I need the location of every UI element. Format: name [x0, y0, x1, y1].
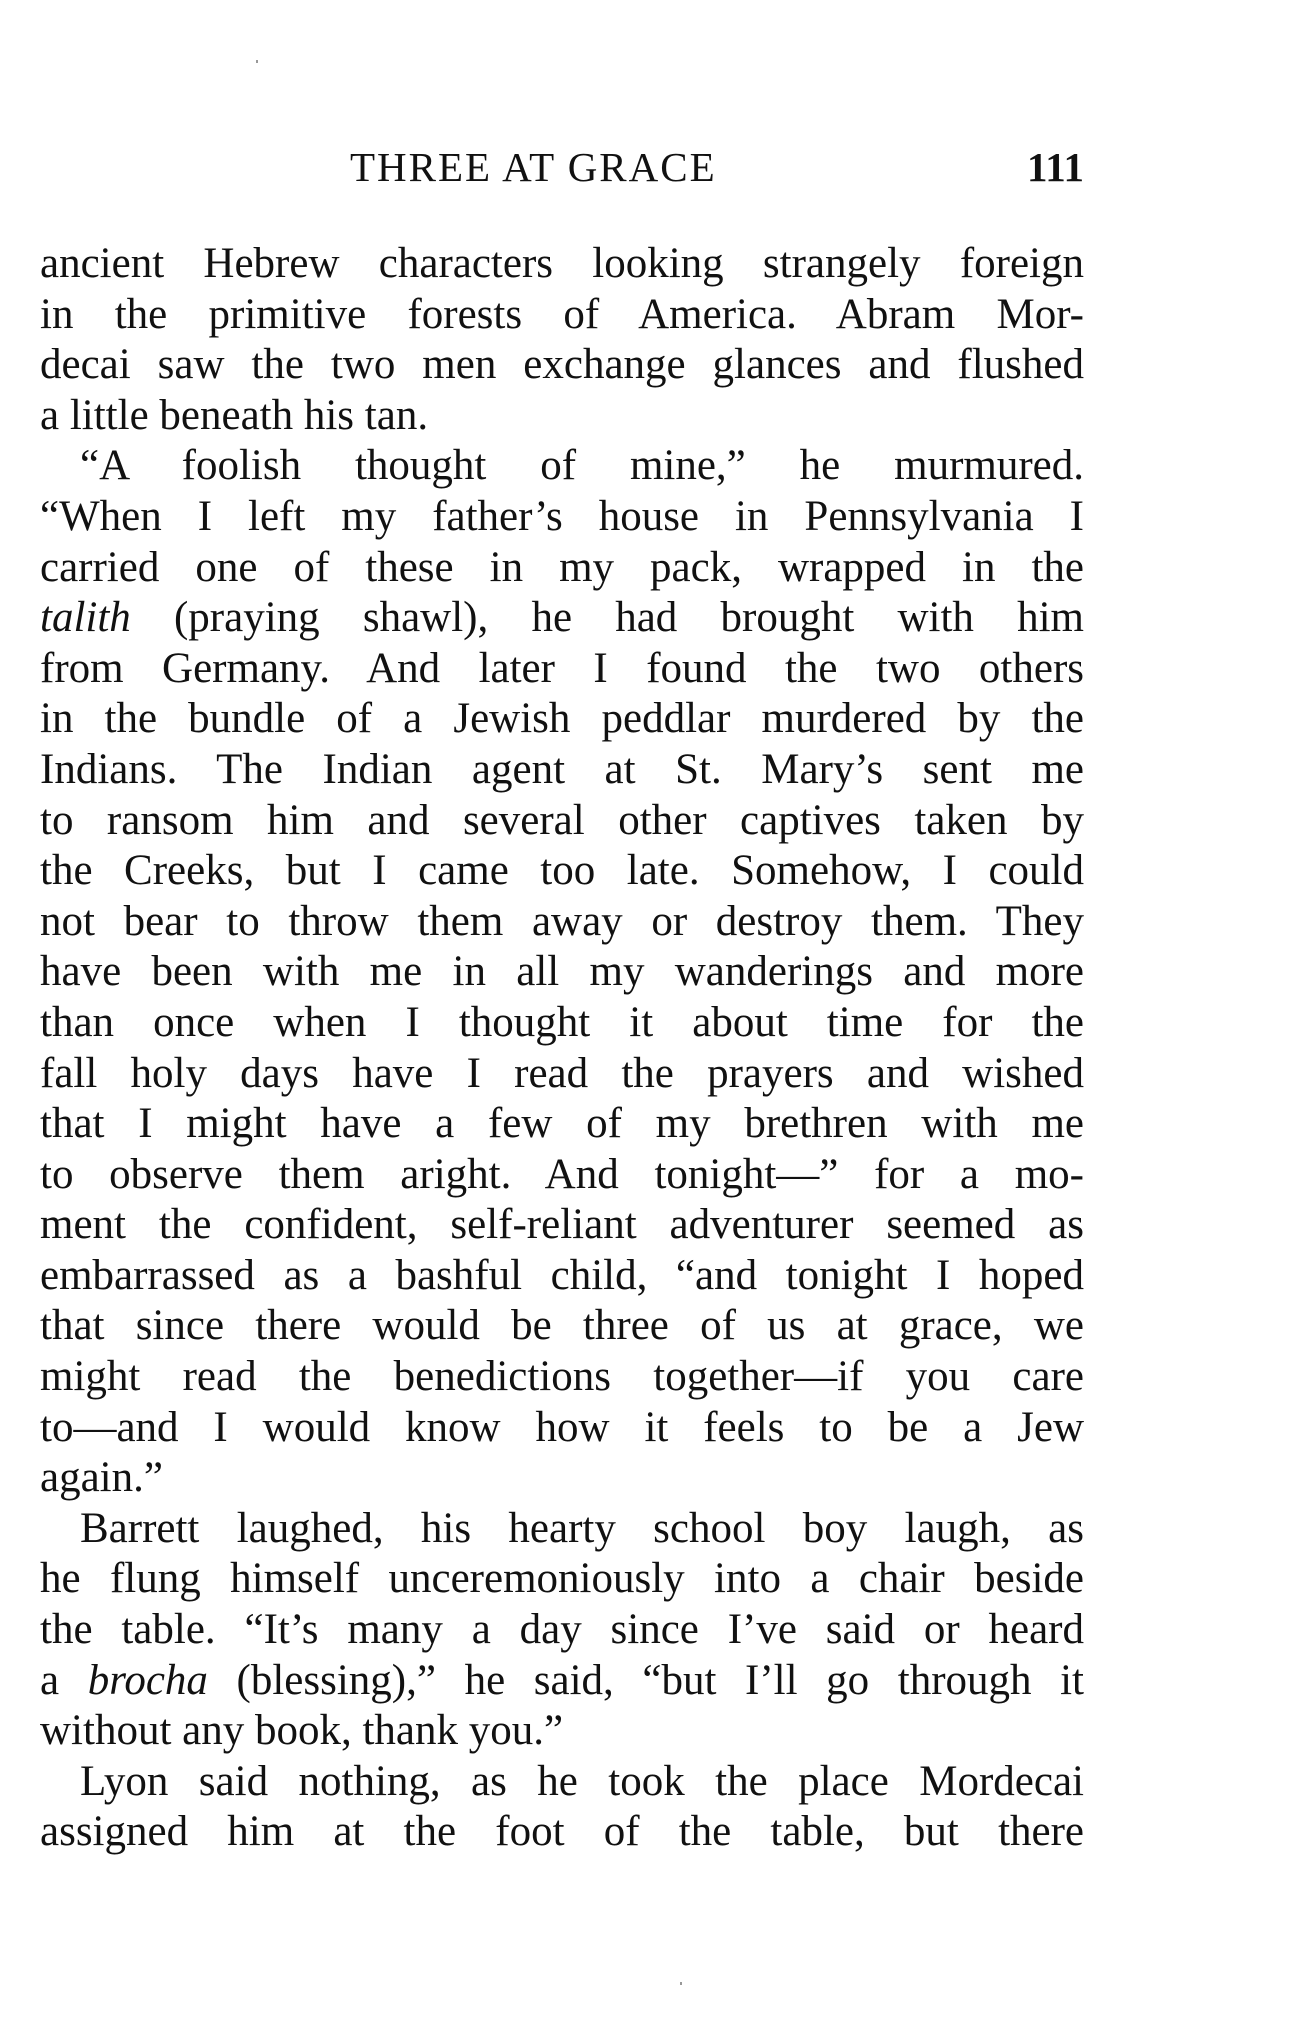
scan-speck [680, 1982, 682, 1985]
text-line: than once when I thought it about time for the [40, 998, 1084, 1046]
text-line: assigned him at the foot of the table, but there [40, 1808, 1084, 1856]
text-line: without any book, thank you.” [40, 1707, 564, 1755]
italic-term: brocha [87, 1656, 208, 1704]
text-line: he flung himself unceremoniously into a chair beside [40, 1555, 1084, 1603]
running-head [40, 142, 1084, 192]
text-line: in the bundle of a Jewish peddlar murdered by the [40, 695, 1084, 743]
text-line: from Germany. And later I found the two others [40, 644, 1084, 692]
text-line: a brocha (blessing),” he said, “but I’ll go through it [40, 1656, 1085, 1704]
text-line: that I might have a few of my brethren with me [40, 1100, 1084, 1148]
text-line: ment the confident, self-reliant adventurer seemed as [40, 1201, 1084, 1249]
text-line: “When I left my father’s house in Pennsylvania I [40, 492, 1084, 540]
text-line: carried one of these in my pack, wrapped in the [40, 543, 1084, 591]
text-line: have been with me in all my wanderings and more [40, 948, 1084, 996]
text-line: to observe them aright. And tonight—” for a mo- [40, 1150, 1084, 1198]
body-text [40, 239, 1084, 1858]
text-line: ancient Hebrew characters looking strangely foreign [40, 240, 1084, 287]
text-line: the table. “It’s many a day since I’ve said or heard [40, 1606, 1084, 1654]
text-line: decai saw the two men exchange glances and flushed [40, 341, 1084, 389]
page-number: 111 [1027, 144, 1084, 190]
italic-term: talith [40, 594, 131, 642]
running-title: THREE AT GRACE [350, 144, 717, 190]
text-line: in the primitive forests of America. Abram Mor- [40, 290, 1084, 338]
text-line: might read the benedictions together—if you care [40, 1353, 1084, 1401]
text-line: again.” [40, 1454, 163, 1502]
text-line: a little beneath his tan. [40, 391, 429, 439]
text-line: the Creeks, but I came too late. Somehow, I could [40, 847, 1084, 895]
text-line: “A foolish thought of mine,” he murmured. [80, 442, 1084, 490]
text-line: Barrett laughed, his hearty school boy laugh, as [80, 1504, 1084, 1552]
text-line: Indians. The Indian agent at St. Mary’s sent me [40, 745, 1084, 793]
text-line: that since there would be three of us at grace, we [40, 1302, 1084, 1350]
text-line: to—and I would know how it feels to be a Jew [40, 1403, 1084, 1451]
text-line: Lyon said nothing, as he took the place Mordecai [80, 1757, 1084, 1805]
text-line: talith (praying shawl), he had brought with him [40, 594, 1084, 642]
text-line: not bear to throw them away or destroy them. They [40, 897, 1084, 945]
text-line: to ransom him and several other captives taken by [40, 796, 1084, 844]
text-line: embarrassed as a bashful child, “and tonight I hoped [40, 1251, 1084, 1299]
text-line: fall holy days have I read the prayers and wished [40, 1049, 1084, 1097]
scan-speck [256, 60, 258, 63]
